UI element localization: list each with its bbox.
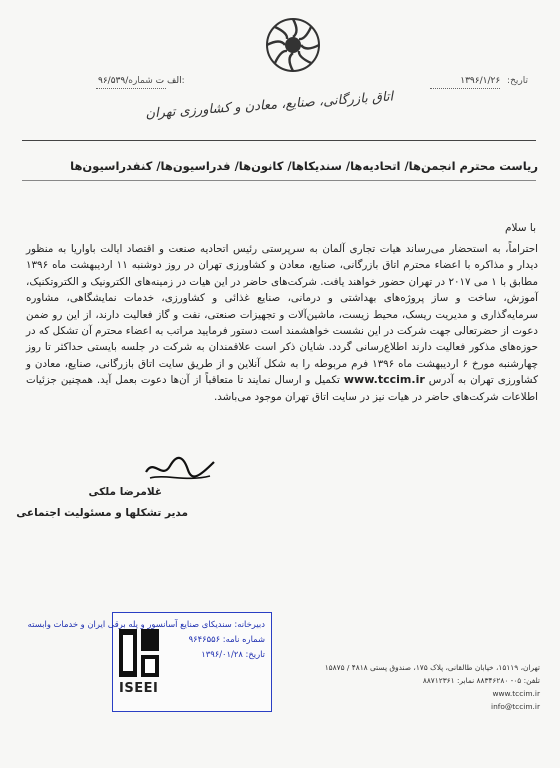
signer-title: مدیر تشکلها و مسئولیت اجتماعی (16, 507, 188, 519)
signer-name: غلامرضا ملکی (88, 486, 162, 498)
date-field (460, 76, 528, 86)
handwritten-signature-icon (140, 452, 220, 486)
stamp-secretariat: دبیرخانه: سندیکای صنایع آسانسور و پله برقی ایران و خدمات وابسته (27, 619, 265, 629)
date-label: تاریخ: (507, 76, 528, 86)
number-label: شماره: (128, 76, 185, 86)
date-value: ۱۳۹۶/۱/۲۶ (460, 76, 501, 86)
footer-address: تهران، ۱۵۱۱۹، خیابان طالقانی، پلاک ۱۷۵، صندوق پستی ۴۸۱۸ / ۱۵۸۷۵ (324, 663, 540, 672)
chamber-name: اتاق بازرگانی، صنایع، معادن و کشاورزی تهران (145, 89, 394, 122)
website-link[interactable]: www.tccim.ir (343, 373, 425, 387)
secretariat-stamp (27, 612, 272, 712)
header-divider (22, 140, 536, 141)
footer-web[interactable]: www.tccim.ir (492, 689, 540, 698)
body-part-1: احتراماً، به استحضار می‌رساند هیات تجاری آلمان به سرپرستی رئیس اتحادیه صنعت و اقتصاد ایالت باواریا به منظور دیدار و مذاکره با اعضاء محترم اتاق بازرگانی، صنایع، معادن و کشاورزی تهران در روز دوشنبه ۱۱ اردیبهشت ماه ۱۳۹۶ مطابق با ۱ می ۲۰۱۷ در تهران حضور خواهند یافت. شرکت‌های حاضر در این هیات در زمینه‌های الکترونیک و الکتروتکنیک، آموزش، ساخت و ساز پروژه‌های بهداشتی و درمانی، صنایع غذائی و کشاورزی، خدمات نمایشگاهی، مشاوره سرمایه‌گذاری و مدیریت ریسک، محیط زیست، ماشین‌آلات و تجهیزات صنعتی، نفت و گاز فعالیت دارند، از این رو ضمن دعوت از حضرتعالی جهت شرکت در این نشست خواهشمند است دستور فرمایید مراتب به اعضاء محترم آن تشکل که در حوزه‌های مذکور فعالیت دارند اطلاع‌رسانی گردد. شایان ذکر است علاقمندان به شرکت در جلسه بایستی حداکثر تا روز چهارشنبه مورخ ۶ اردیبهشت ماه ۱۳۹۶ فرم مربوطه را به شکل آنلاین و از طریق سایت اتاق بازرگانی، صنایع، معادن و کشاورزی تهران به آدرس (26, 243, 538, 387)
stamp-letter-number: شماره نامه: ۹۶۴۶۵۵۶ (188, 634, 265, 644)
recipient-divider (22, 180, 536, 181)
stamp-text (27, 617, 265, 662)
footer-email[interactable]: info@tccim.ir (491, 702, 540, 711)
footer-phone: تلفن: ۰۵- ۸۸۳۴۶۲۸۰ نمابر: ۸۸۷۱۲۳۶۱ (422, 676, 540, 685)
stamp-date: تاریخ: ۱۳۹۶/۰۱/۲۸ (201, 649, 265, 659)
number-dotline (96, 88, 166, 89)
letter-body (26, 241, 538, 405)
date-dotline (430, 88, 500, 89)
salutation: با سلام (504, 222, 536, 234)
iseei-logo-icon (117, 627, 161, 679)
number-value: ۹۶/۵۳۹/الف ت (98, 76, 182, 86)
recipient-line: ریاست محترم انجمن‌ها/ اتحادیه‌ها/ سندیکاها/ کانون‌ها/ فدراسیون‌ها/ کنفدراسیون‌ها (70, 159, 538, 173)
chamber-logo-icon (262, 14, 324, 76)
number-field (98, 76, 189, 86)
body-part-2: تکمیل و ارسال نمایند تا متعاقباً از آن‌ها دعوت بعمل آید. همچنین جزئیات اطلاعات شرکت‌های حاضر در هیات نیز در سایت اتاق تهران موجود می‌باشد. (26, 374, 538, 403)
stamp-brand: ISEEI (119, 681, 159, 696)
footer (270, 661, 540, 713)
